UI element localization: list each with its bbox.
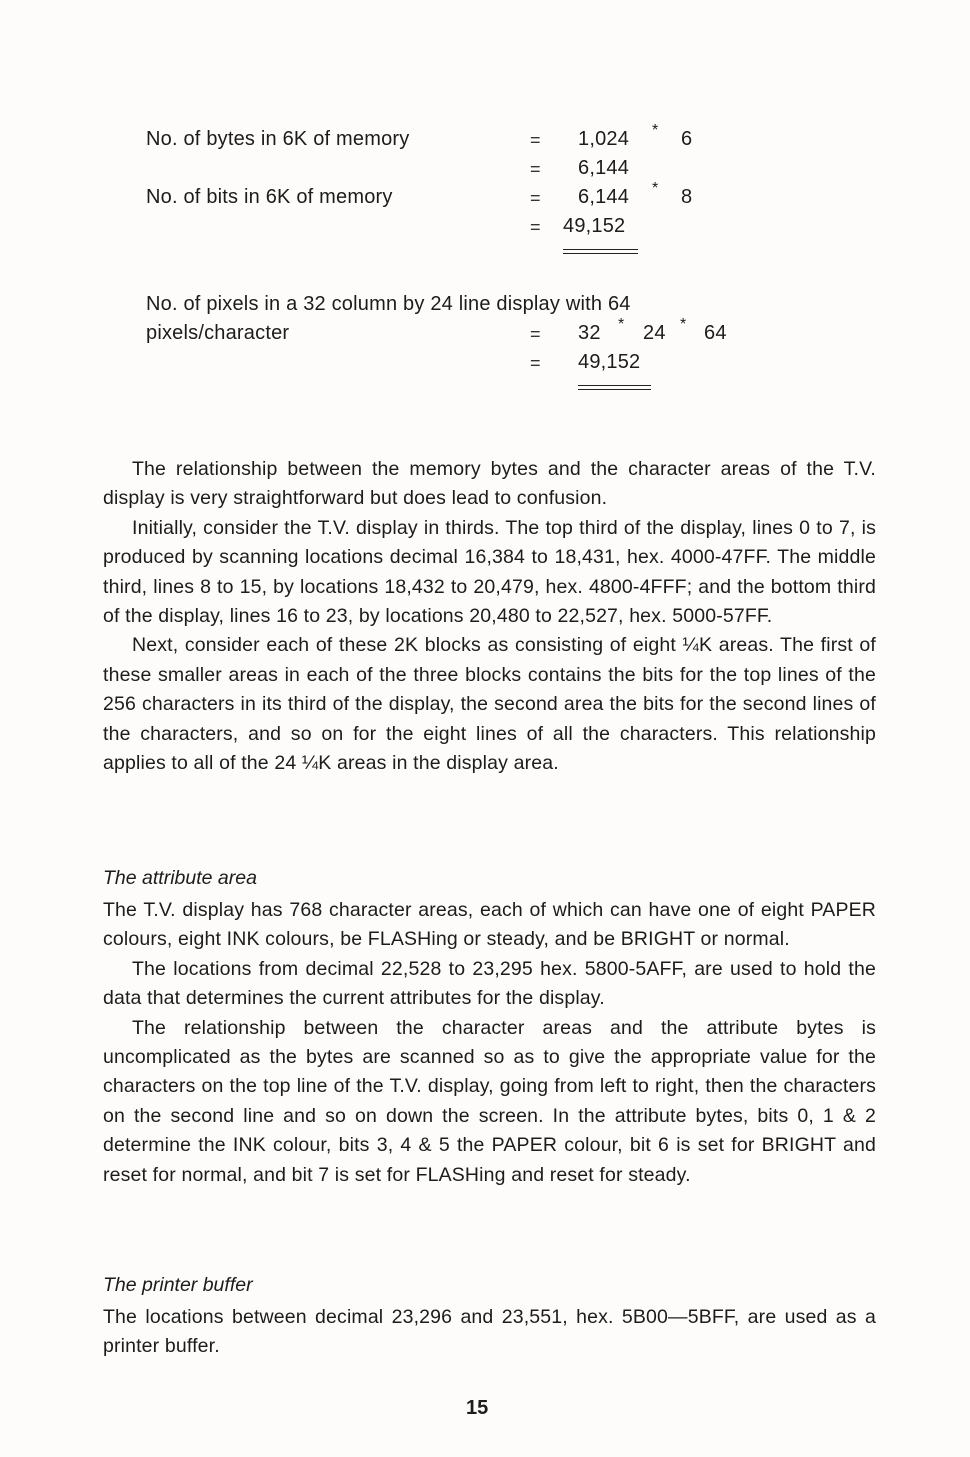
calc-operand: 32 xyxy=(578,322,601,344)
calc-result: 49,152 xyxy=(563,215,626,237)
calc-label-pixels-cont: pixels/character xyxy=(146,322,290,344)
multiply-sign: * xyxy=(618,316,625,333)
paragraph: The relationship between the memory bytes and the character areas of the T.V. display is very straightforward but does lead to confusion. xyxy=(103,458,876,510)
body-section-attribute xyxy=(103,896,876,1190)
body-section-display xyxy=(103,455,876,778)
body-section-printer xyxy=(103,1303,876,1362)
calc-operand: 8 xyxy=(681,186,693,208)
multiply-sign: * xyxy=(652,122,659,139)
calc-operand: 6,144 xyxy=(578,186,630,208)
section-heading-printer: The printer buffer xyxy=(103,1274,253,1296)
paragraph: Initially, consider the T.V. display in thirds. The top third of the display, lines 0 to 7, is produced by scanning locations decimal 16,384 to 18,431, hex. 4000-47FF. The middle third, lines 8 to 15, by locations 18,432 to 20,479, hex. 4800-4FFF; and the bottom third of the display, lines 16 to 23, by locations 20,480 to 22,527, hex. 5000-57FF. xyxy=(103,516,876,628)
calc-result: 6,144 xyxy=(578,157,630,179)
paragraph: The T.V. display has 768 character areas, each of which can have one of eight PAPER colours, eight INK colours, be FLASHing or steady, and be BRIGHT or normal. xyxy=(103,899,876,951)
double-underline xyxy=(578,385,651,390)
paragraph: The locations from decimal 22,528 to 23,295 hex. 5800-5AFF, are used to hold the data that determines the current attributes for the display. xyxy=(103,957,876,1010)
calc-result: 49,152 xyxy=(578,351,641,373)
equals-sign: = xyxy=(530,130,541,150)
calc-label-pixels: No. of pixels in a 32 column by 24 line display with 64 xyxy=(146,293,631,315)
paragraph: The relationship between the character areas and the attribute bytes is uncomplicated as the bytes are scanned so as to give the appropriate value for the characters on the top line of the T.V. display, going from left to right, then the characters on the second line and so on down the screen. In the attribute bytes, bits 0, 1 & 2 determine the INK colour, bits 3, 4 & 5 the PAPER colour, bit 6 is set for BRIGHT and reset for normal, and bit 7 is set for FLASHing and reset for steady. xyxy=(103,1016,876,1186)
calc-label-bytes: No. of bytes in 6K of memory xyxy=(146,128,410,150)
calc-operand: 24 xyxy=(643,322,666,344)
equals-sign: = xyxy=(530,159,541,179)
double-underline xyxy=(563,249,638,254)
calc-operand: 1,024 xyxy=(578,128,630,150)
multiply-sign: * xyxy=(652,180,659,197)
paragraph: Next, consider each of these 2K blocks as consisting of eight ¼K areas. The first of these smaller areas in each of the three blocks contains the bits for the top lines of the 256 characters in its third of the display, the second area the bits for the second lines of the characters, and so on for the eight lines of all the characters. This relationship applies to all of the 24 ¼K areas in the display area. xyxy=(103,634,876,775)
paragraph: The locations between decimal 23,296 and 23,551, hex. 5B00—5BFF, are used as a printer buffer. xyxy=(103,1306,876,1358)
equals-sign: = xyxy=(530,324,541,344)
section-heading-attribute: The attribute area xyxy=(103,867,257,889)
equals-sign: = xyxy=(530,353,541,373)
multiply-sign: * xyxy=(680,316,687,333)
calc-label-bits: No. of bits in 6K of memory xyxy=(146,186,393,208)
equals-sign: = xyxy=(530,188,541,208)
page-number: 15 xyxy=(466,1397,489,1419)
equals-sign: = xyxy=(530,217,541,237)
calc-operand: 6 xyxy=(681,128,693,150)
calc-operand: 64 xyxy=(704,322,727,344)
